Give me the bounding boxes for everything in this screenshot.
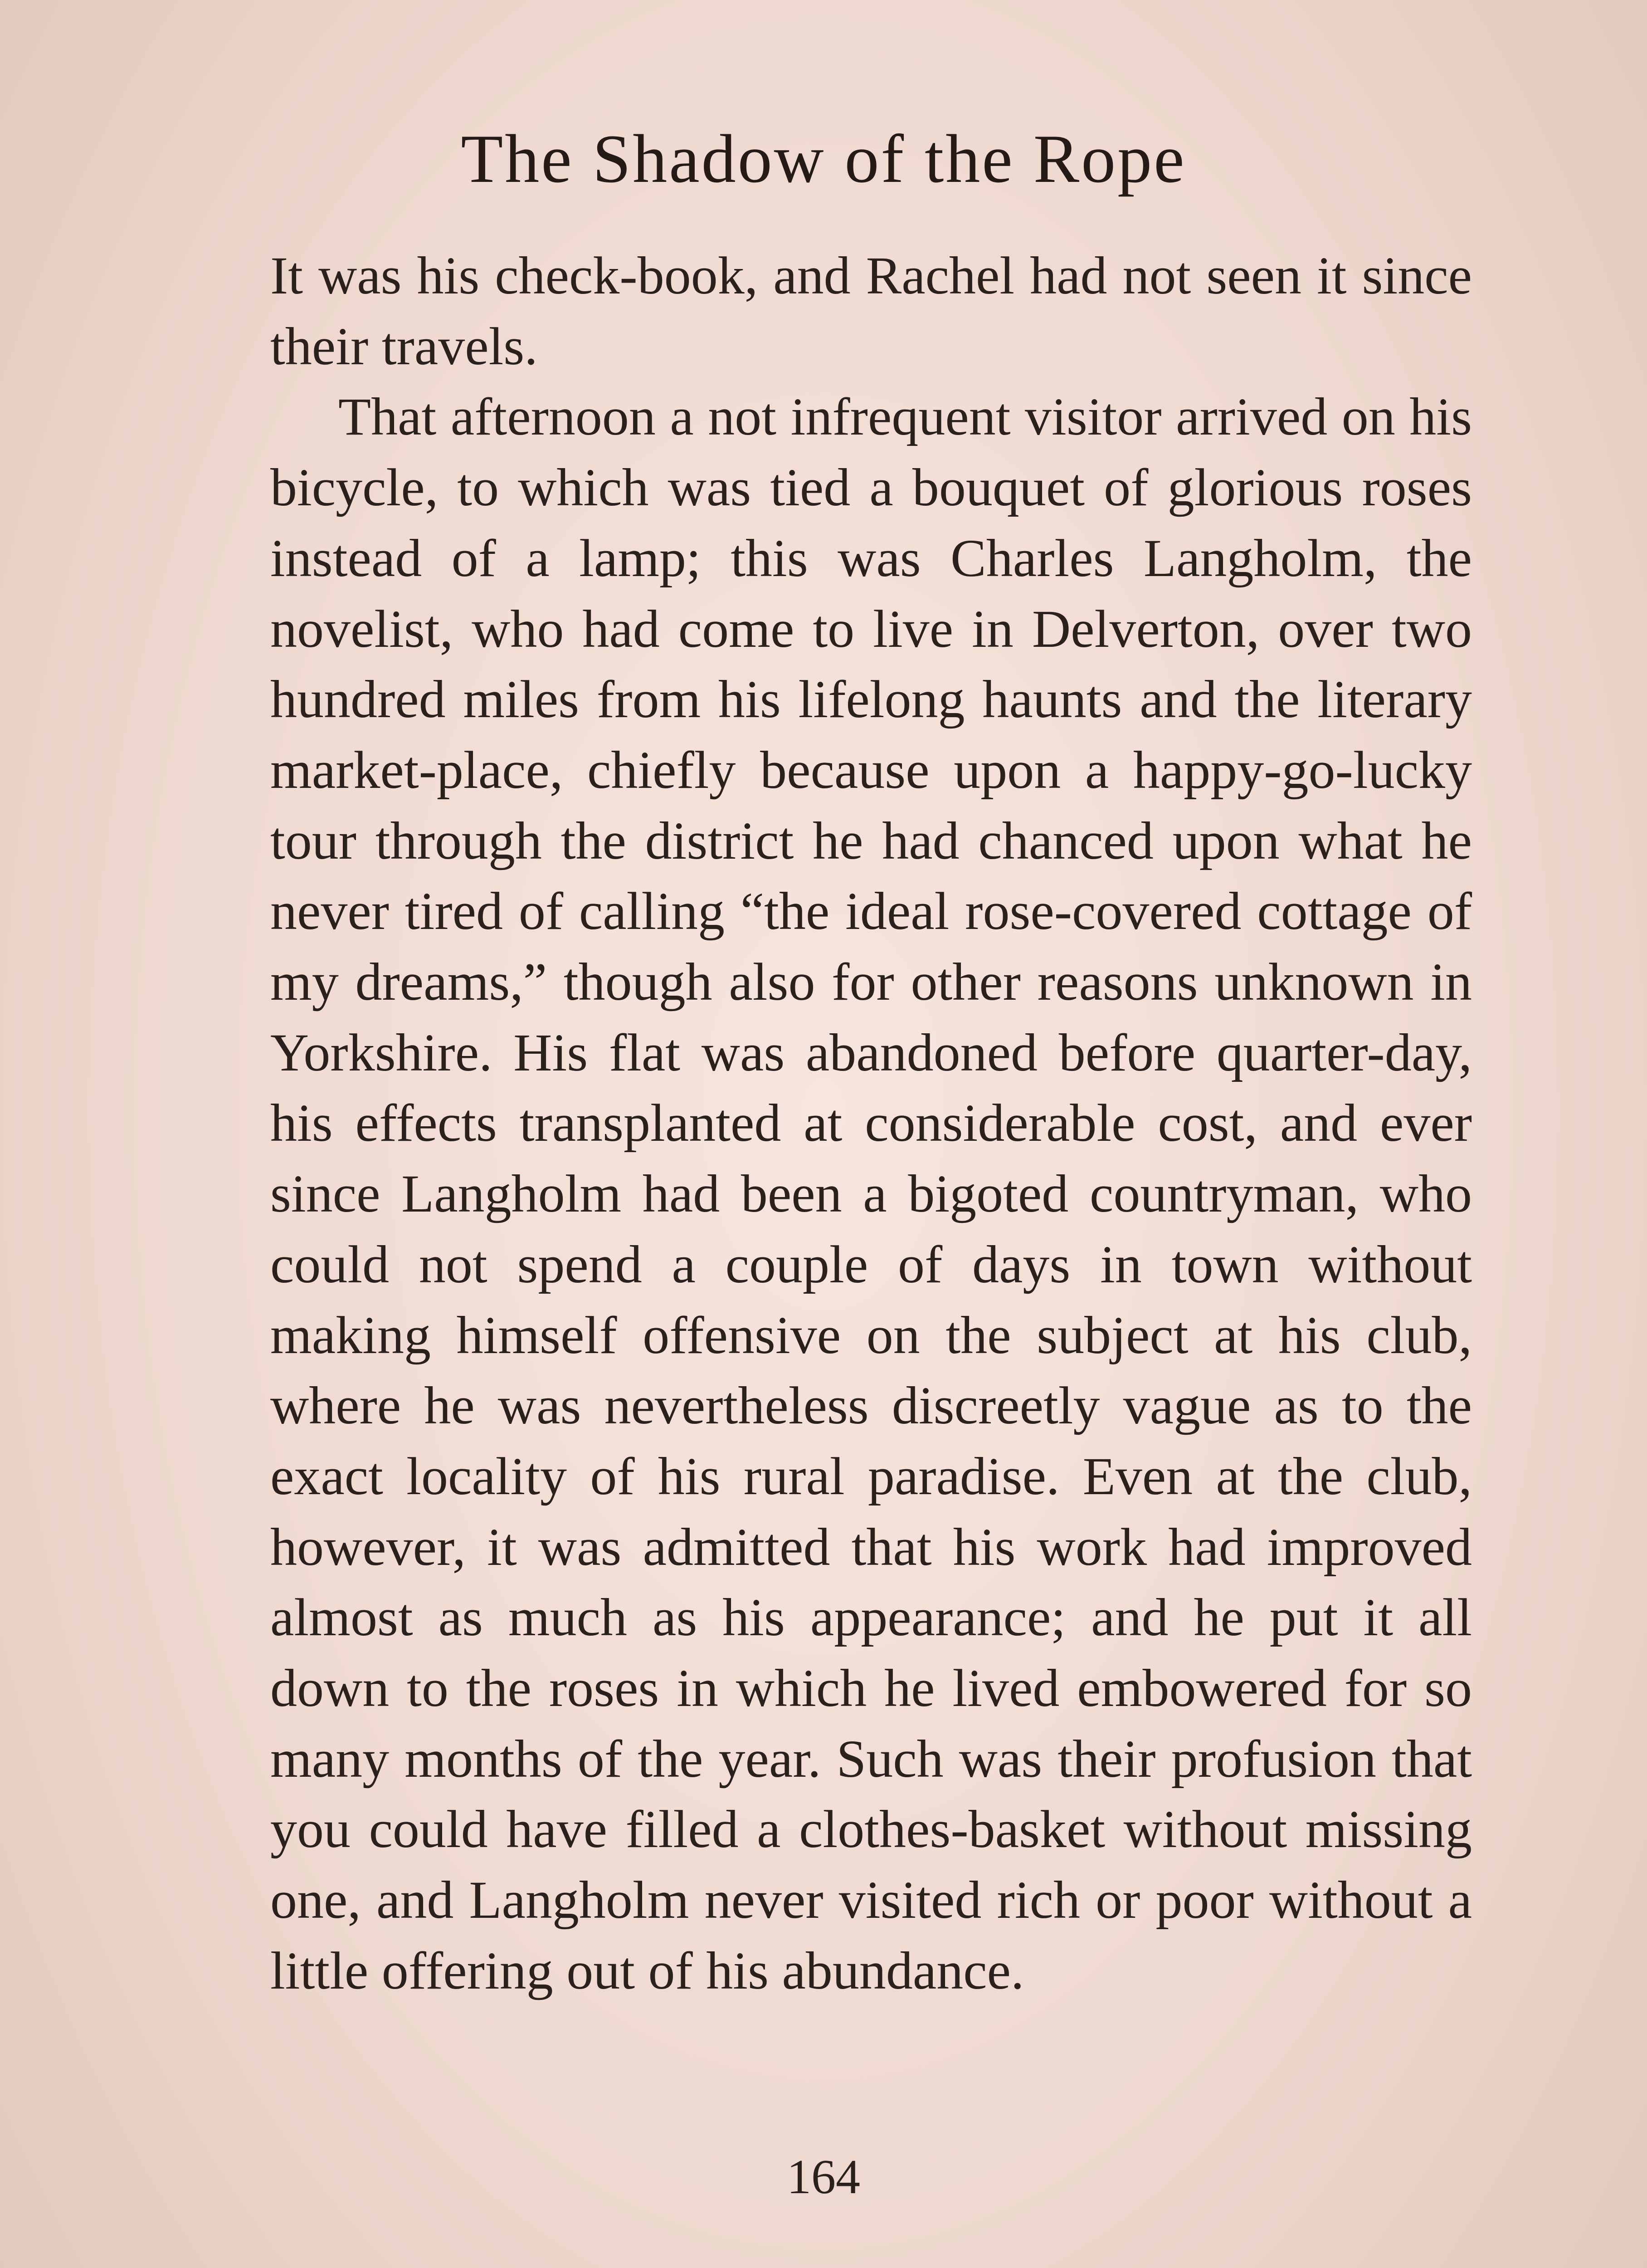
body-text xyxy=(270,240,1472,2006)
paragraph-continuation: It was his check-book, and Rachel had not seen it since their travels. xyxy=(270,246,1472,376)
paragraph-langholm: That afternoon a not infrequent visitor arrived on his bicycle, to which was tied a bouquet of glorious roses instead of a lamp; this was Charles Langholm, the novelist, who had come to live in Delverton, over two hundred miles from his lifelong haunts and the literary market-place, chiefly because upon a happy-go-lucky tour through the district he had chanced upon what he never tired of calling “the ideal rose-covered cottage of my dreams,” though also for other reasons unknown in Yorkshire. His flat was abandoned before quarter-day, his effects transplanted at considerable cost, and ever since Langholm had been a bigoted countryman, who could not spend a couple of days in town without making himself offensive on the subject at his club, where he was nevertheless discreetly vague as to the exact locality of his rural paradise. Even at the club, however, it was admitted that his work had improved almost as much as his appearance; and he put it all down to the roses in which he lived embowered for so many months of the year. Such was their profusion that you could have filled a clothes-basket without missing one, and Langholm never visited rich or poor without a little offering out of his abundance. xyxy=(270,387,1472,2000)
page-number: 164 xyxy=(787,2150,860,2204)
running-head: The Shadow of the Rope xyxy=(461,121,1186,197)
